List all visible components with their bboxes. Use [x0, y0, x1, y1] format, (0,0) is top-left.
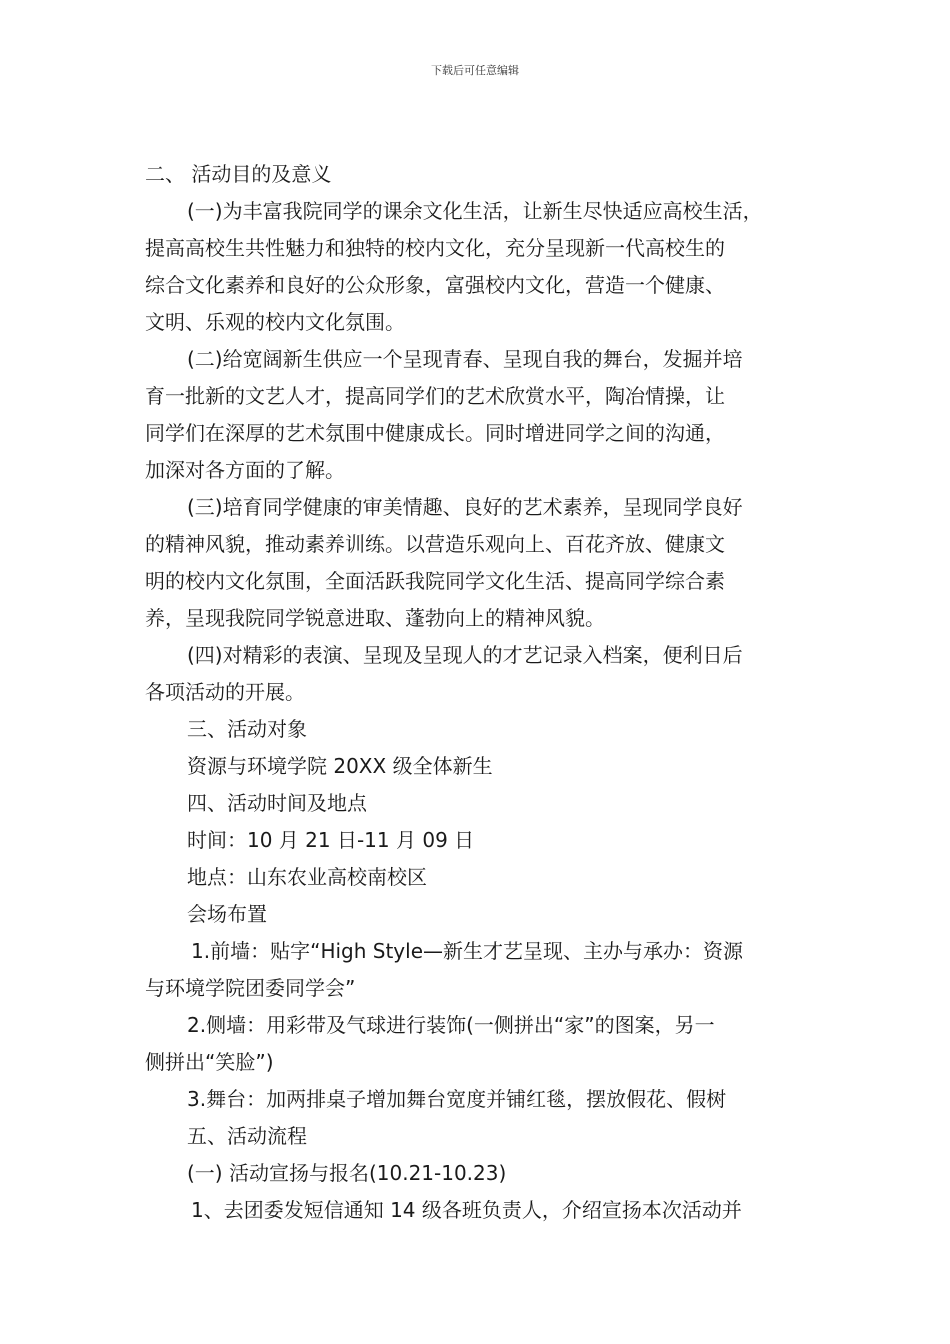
- paragraph-line: (一)为丰富我院同学的课余文化生活，让新生尽快适应高校生活，: [187, 199, 763, 223]
- paragraph-line: 1.前墙：贴字“High Style—新生才艺呈现、主办与承办：资源: [191, 939, 744, 963]
- paragraph-line: (四)对精彩的表演、呈现及呈现人的才艺记录入档案，便利日后: [187, 643, 743, 667]
- paragraph-line: (一) 活动宣扬与报名(10.21-10.23): [187, 1161, 507, 1185]
- paragraph-line: 养，呈现我院同学锐意进取、蓬勃向上的精神风貌。: [145, 606, 605, 630]
- section-heading-purpose: 二、 活动目的及意义: [145, 162, 332, 186]
- section-heading-time-place: 四、活动时间及地点: [187, 791, 367, 815]
- paragraph-line: 同学们在深厚的艺术氛围中健康成长。同时增进同学之间的沟通，: [145, 421, 725, 445]
- paragraph-line: 2.侧墙：用彩带及气球进行装饰(一侧拼出“家”的图案，另一: [187, 1013, 715, 1037]
- section-heading-process: 五、活动流程: [187, 1124, 307, 1148]
- paragraph-line: 1、去团委发短信通知 14 级各班负责人，介绍宣扬本次活动并: [191, 1198, 742, 1222]
- section-heading-venue: 会场布置: [187, 902, 267, 926]
- paragraph-line: 侧拼出“笑脸”): [145, 1050, 274, 1074]
- paragraph-line: 3.舞台：加两排桌子增加舞台宽度并铺红毯，摆放假花、假树: [187, 1087, 727, 1111]
- document-body: [145, 156, 807, 1229]
- paragraph-line: (二)给宽阔新生供应一个呈现青春、呈现自我的舞台，发掘并培: [187, 347, 743, 371]
- paragraph-line: 资源与环境学院 20XX 级全体新生: [187, 754, 493, 778]
- section-heading-target: 三、活动对象: [187, 717, 307, 741]
- paragraph-line: 综合文化素养和良好的公众形象，富强校内文化，营造一个健康、: [145, 273, 725, 297]
- paragraph-line: 与环境学院团委同学会”: [145, 976, 356, 1000]
- paragraph-line: 各项活动的开展。: [145, 680, 305, 704]
- paragraph-line: 明的校内文化氛围，全面活跃我院同学文化生活、提高同学综合素: [145, 569, 725, 593]
- paragraph-line: (三)培育同学健康的审美情趣、良好的艺术素养，呈现同学良好: [187, 495, 743, 519]
- paragraph-line: 加深对各方面的了解。: [145, 458, 345, 482]
- paragraph-line: 时间：10 月 21 日-11 月 09 日: [187, 828, 475, 852]
- paragraph-line: 育一批新的文艺人才，提高同学们的艺术欣赏水平，陶冶情操，让: [145, 384, 725, 408]
- paragraph-line: 地点：山东农业高校南校区: [187, 865, 427, 889]
- paragraph-line: 的精神风貌，推动素养训练。以营造乐观向上、百花齐放、健康文: [145, 532, 725, 556]
- paragraph-line: 文明、乐观的校内文化氛围。: [145, 310, 405, 334]
- page-header-note: 下载后可任意编辑: [431, 64, 519, 77]
- paragraph-line: 提高高校生共性魅力和独特的校内文化，充分呈现新一代高校生的: [145, 236, 725, 260]
